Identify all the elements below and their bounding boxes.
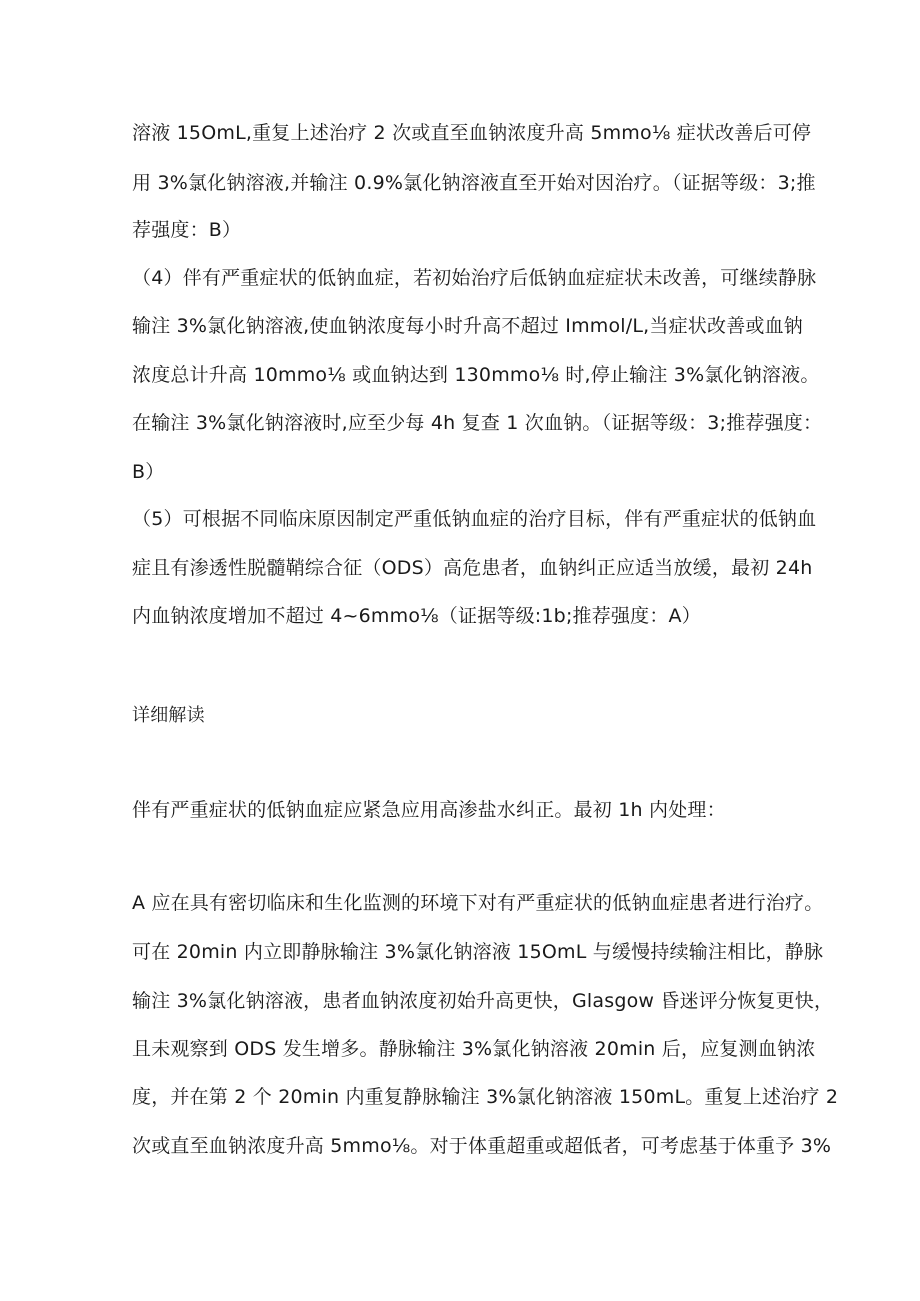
text-line: 度，并在第 2 个 20min 内重复静脉输注 3%氯化钠溶液 150mL。重复上述治疗 2 <box>132 1086 839 1108</box>
intro-line: 伴有严重症状的低钠血症应紧急应用高渗盐水纠正。最初 1h 内处理： <box>132 799 726 821</box>
section-heading: 详细解读 <box>132 705 205 726</box>
text-line: 在输注 3%氯化钠溶液时,应至少每 4h 复查 1 次血钠。（证据等级：3;推荐强度： <box>132 412 823 434</box>
text-line: B） <box>132 461 165 483</box>
text-line: 可在 20min 内立即静脉输注 3%氯化钠溶液 15OmL 与缓慢持续输注相比，静脉 <box>132 941 824 963</box>
text-line: 内血钠浓度增加不超过 4~6mmo⅛（证据等级:1b;推荐强度：A） <box>132 605 701 627</box>
text-line: 荐强度：B） <box>132 219 242 241</box>
text-line: 浓度总计升高 10mmo⅛ 或血钠达到 130mmo⅛ 时,停止输注 3%氯化钠溶液。 <box>132 364 820 386</box>
text-line: （5）可根据不同临床原因制定严重低钠血症的治疗目标，伴有严重症状的低钠血 <box>132 508 817 530</box>
text-line: 用 3%氯化钠溶液,并输注 0.9%氯化钠溶液直至开始对因治疗。（证据等级：3;推 <box>132 172 816 194</box>
text-line: 输注 3%氯化钠溶液，患者血钠浓度初始升高更快，Glasgow 昏迷评分恢复更快， <box>132 990 834 1012</box>
text-line: 且未观察到 ODS 发生增多。静脉输注 3%氯化钠溶液 20min 后，应复测血钠浓 <box>132 1038 816 1060</box>
text-line: 输注 3%氯化钠溶液,使血钠浓度每小时升高不超过 Immol/L,当症状改善或血钠 <box>132 315 804 337</box>
text-line: 溶液 15OmL,重复上述治疗 2 次或直至血钠浓度升高 5mmo⅛ 症状改善后可停 <box>132 122 812 144</box>
text-line: 次或直至血钠浓度升高 5mmo⅛。对于体重超重或超低者，可考虑基于体重予 3% <box>132 1135 832 1157</box>
text-line: 症且有渗透性脱髓鞘综合征（ODS）高危患者，血钠纠正应适当放缓，最初 24h <box>132 557 813 579</box>
text-line: A 应在具有密切临床和生化监测的环境下对有严重症状的低钠血症患者进行治疗。 <box>132 892 824 914</box>
text-line: （4）伴有严重症状的低钠血症，若初始治疗后低钠血症症状未改善，可继续静脉 <box>132 267 817 289</box>
